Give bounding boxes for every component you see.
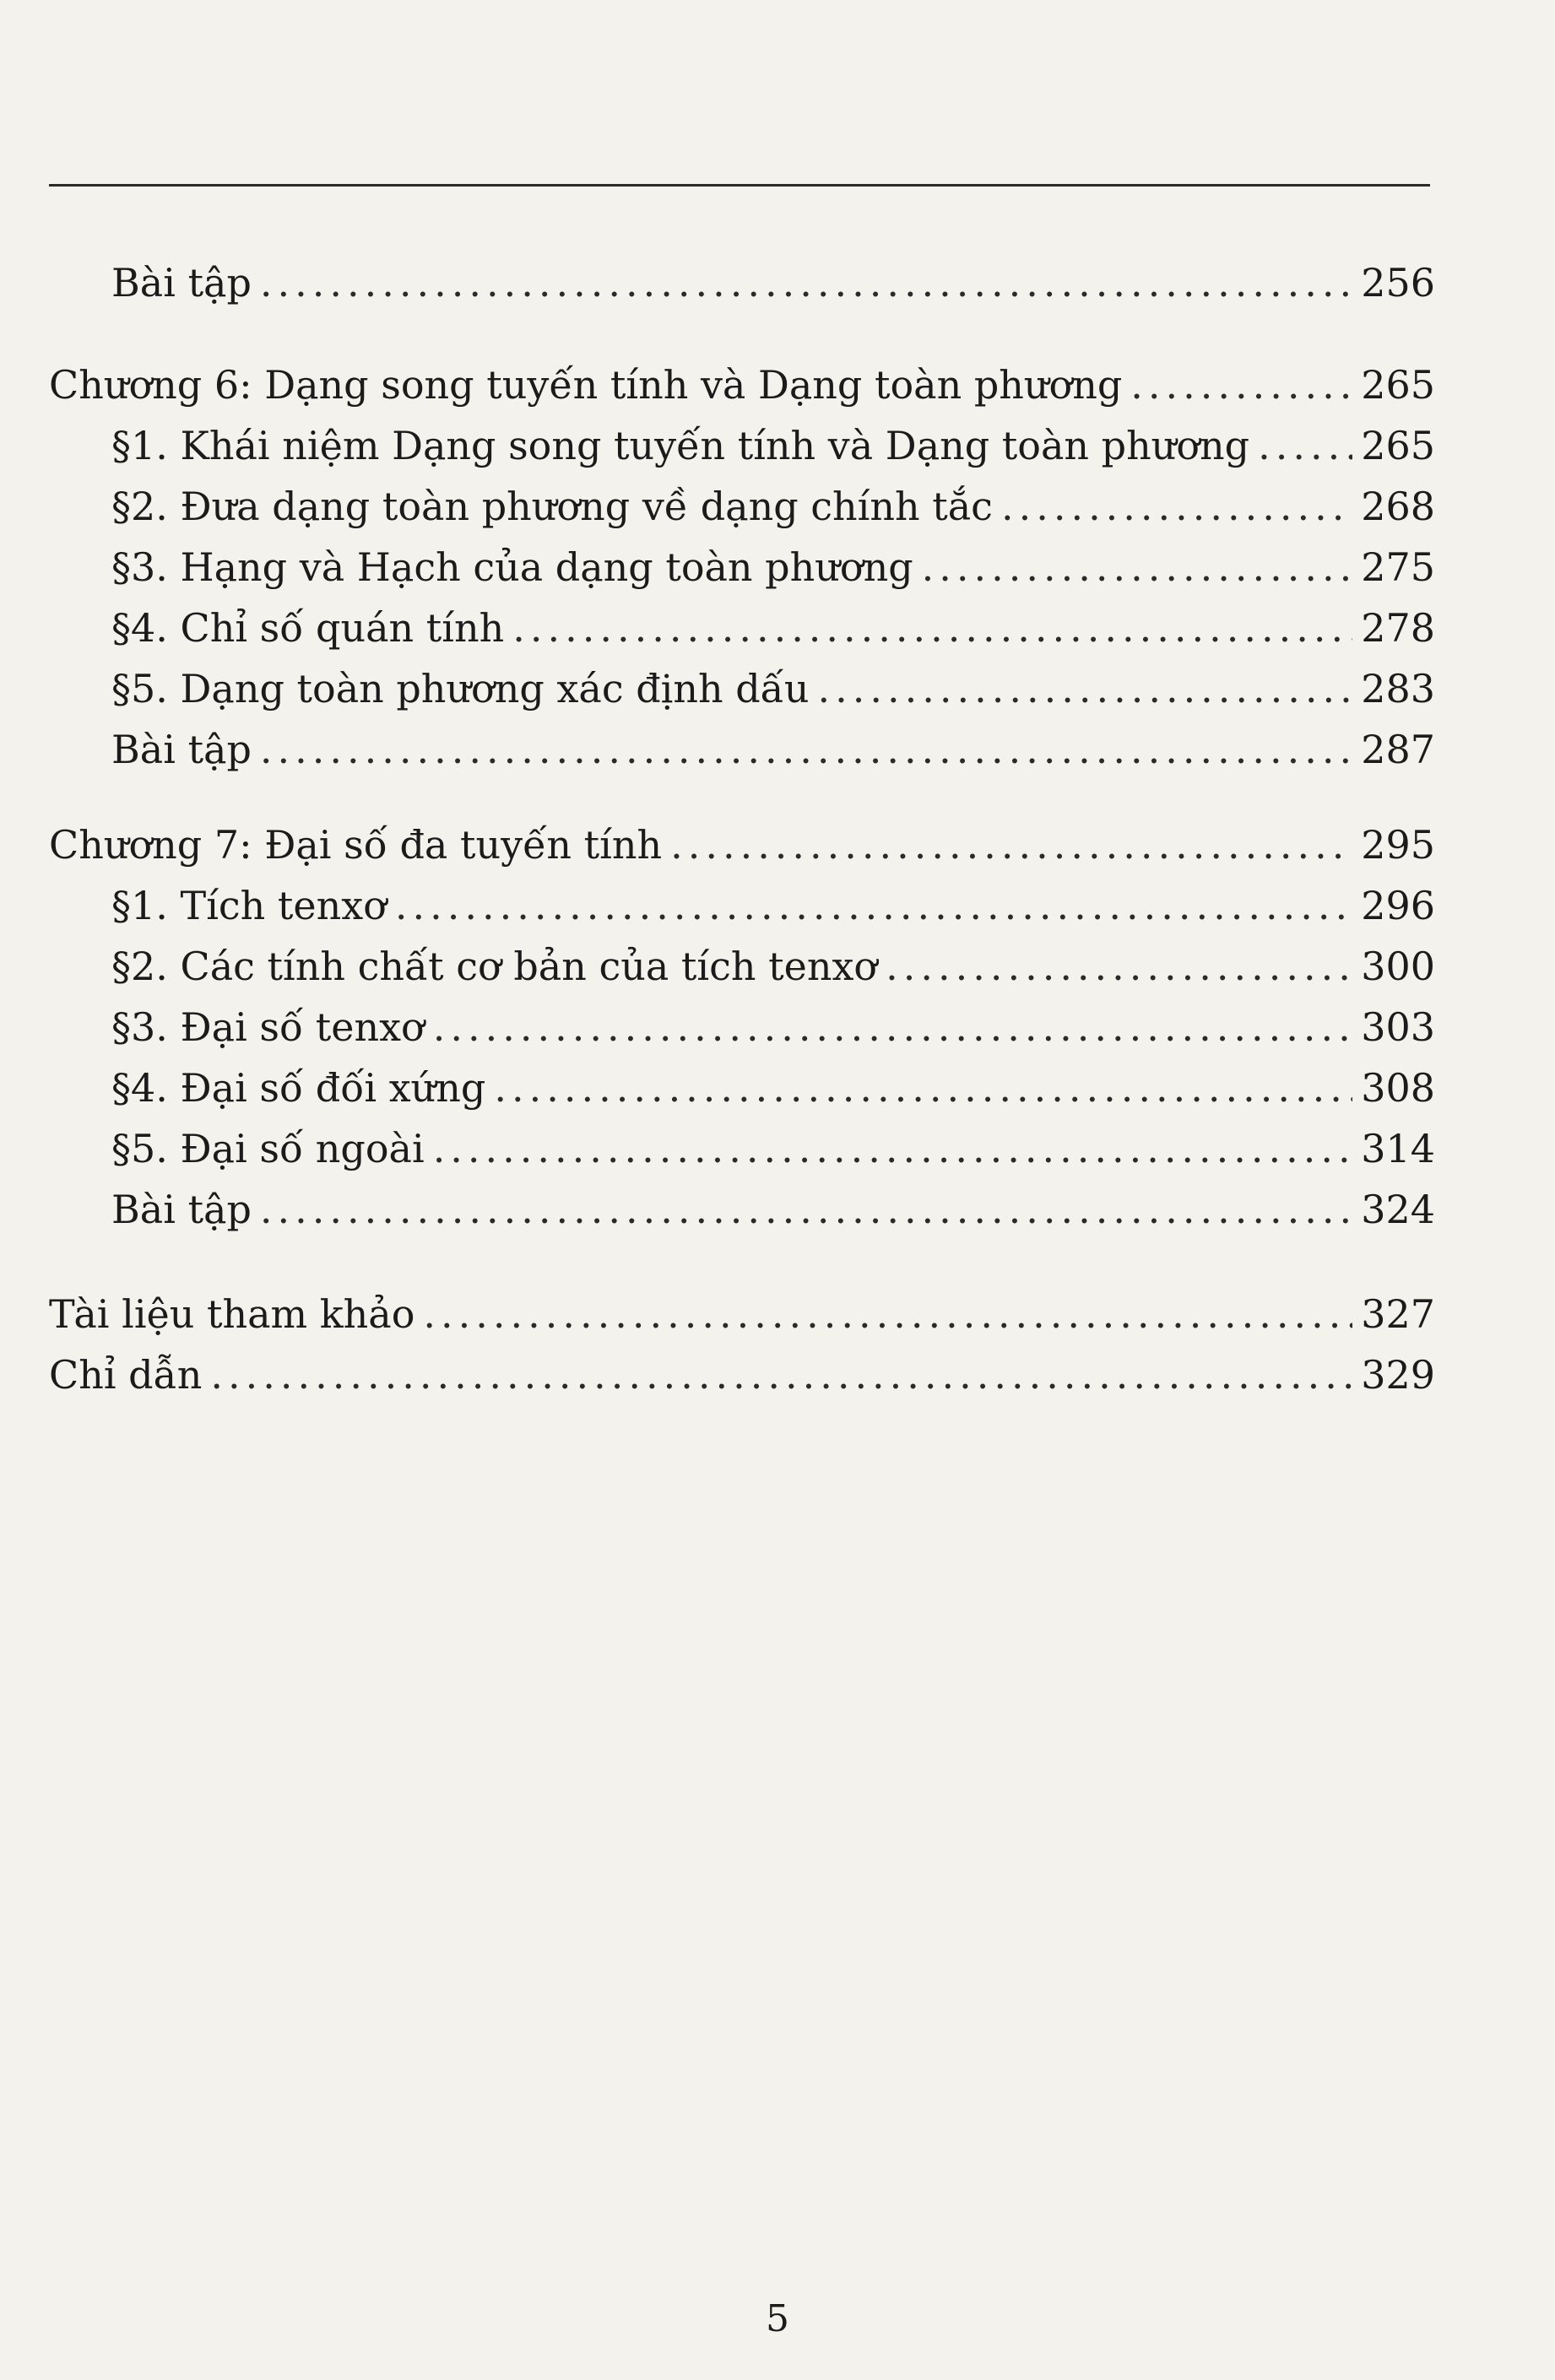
dot-leader xyxy=(494,1068,1352,1107)
toc-entry xyxy=(111,1004,1435,1050)
toc-entry-page: 308 xyxy=(1361,1065,1435,1111)
toc-entry xyxy=(49,822,1435,868)
toc-entry-title: §2. Các tính chất cơ bản của tích tenxơ xyxy=(111,944,878,989)
dot-leader xyxy=(1130,365,1352,404)
toc-entry-title: §3. Đại số tenxơ xyxy=(111,1004,425,1050)
toc-entry-page: 300 xyxy=(1361,944,1435,989)
toc-entry-page: 327 xyxy=(1361,1291,1435,1337)
toc-entry-page: 256 xyxy=(1361,260,1435,306)
toc-entry-page: 296 xyxy=(1361,883,1435,928)
toc-entry-page: 329 xyxy=(1361,1352,1435,1398)
toc-entry xyxy=(111,1126,1435,1171)
dot-leader xyxy=(670,825,1352,864)
dot-leader xyxy=(433,1129,1353,1168)
toc-entry xyxy=(111,484,1435,529)
dot-leader xyxy=(886,947,1352,986)
toc-entry-page: 283 xyxy=(1361,666,1435,711)
toc-entry-title: §4. Đại số đối xứng xyxy=(111,1065,486,1111)
toc-entry-page: 287 xyxy=(1361,727,1435,772)
dot-leader xyxy=(260,1190,1352,1229)
toc-entry-page: 303 xyxy=(1361,1004,1435,1050)
toc-entry-title: Bài tập xyxy=(111,1187,252,1232)
dot-leader xyxy=(423,1295,1352,1333)
toc-entry xyxy=(111,883,1435,928)
toc-entry-title: Chương 6: Dạng song tuyến tính và Dạng toàn phương xyxy=(49,362,1123,408)
toc-entry-title: Chương 7: Đại số đa tuyến tính xyxy=(49,822,663,868)
toc-entry xyxy=(111,260,1435,306)
toc-entry xyxy=(111,727,1435,772)
toc-entry-page: 278 xyxy=(1361,605,1435,651)
toc-entry-page: 275 xyxy=(1361,544,1435,590)
toc-entry-page: 265 xyxy=(1361,423,1435,468)
toc-entry-page: 265 xyxy=(1361,362,1435,408)
toc-entry xyxy=(49,362,1435,408)
toc-entry-title: §4. Chỉ số quán tính xyxy=(111,605,505,651)
dot-leader xyxy=(1258,426,1352,465)
toc-entry xyxy=(111,944,1435,989)
toc-entry xyxy=(111,666,1435,711)
toc-entry xyxy=(111,544,1435,590)
dot-leader xyxy=(260,730,1352,769)
toc-entry xyxy=(49,1352,1435,1398)
toc-entry xyxy=(111,1187,1435,1232)
toc-entry-page: 295 xyxy=(1361,822,1435,868)
dot-leader xyxy=(210,1355,1352,1394)
dot-leader xyxy=(433,1008,1352,1047)
page-number: 5 xyxy=(766,2297,789,2340)
dot-leader xyxy=(1001,487,1352,526)
toc-entry-title: §2. Đưa dạng toàn phương về dạng chính tắc xyxy=(111,484,993,529)
dot-leader xyxy=(260,263,1352,302)
toc-entry-title: §1. Tích tenxơ xyxy=(111,883,387,928)
toc-entry-title: §3. Hạng và Hạch của dạng toàn phương xyxy=(111,544,913,590)
dot-leader xyxy=(395,886,1352,925)
toc-entry xyxy=(111,423,1435,468)
toc-entry xyxy=(111,605,1435,651)
toc-entry-title: §5. Đại số ngoài xyxy=(111,1126,425,1171)
toc-entry-page: 324 xyxy=(1361,1187,1435,1232)
toc-entry xyxy=(111,1065,1435,1111)
dot-leader xyxy=(512,609,1352,647)
toc-entry-title: Bài tập xyxy=(111,260,252,306)
toc-entry xyxy=(49,1291,1435,1337)
toc-entry-title: Tài liệu tham khảo xyxy=(49,1291,415,1337)
dot-leader xyxy=(818,669,1353,708)
toc-entry-title: §1. Khái niệm Dạng song tuyến tính và Dạng toàn phương xyxy=(111,423,1250,468)
toc-entry-page: 314 xyxy=(1361,1126,1435,1171)
toc-entry-title: Bài tập xyxy=(111,727,252,772)
header-rule xyxy=(49,184,1430,187)
toc-entry-title: §5. Dạng toàn phương xác định dấu xyxy=(111,666,810,711)
toc-entry-page: 268 xyxy=(1361,484,1435,529)
toc-entry-title: Chỉ dẫn xyxy=(49,1352,203,1398)
dot-leader xyxy=(922,548,1353,587)
